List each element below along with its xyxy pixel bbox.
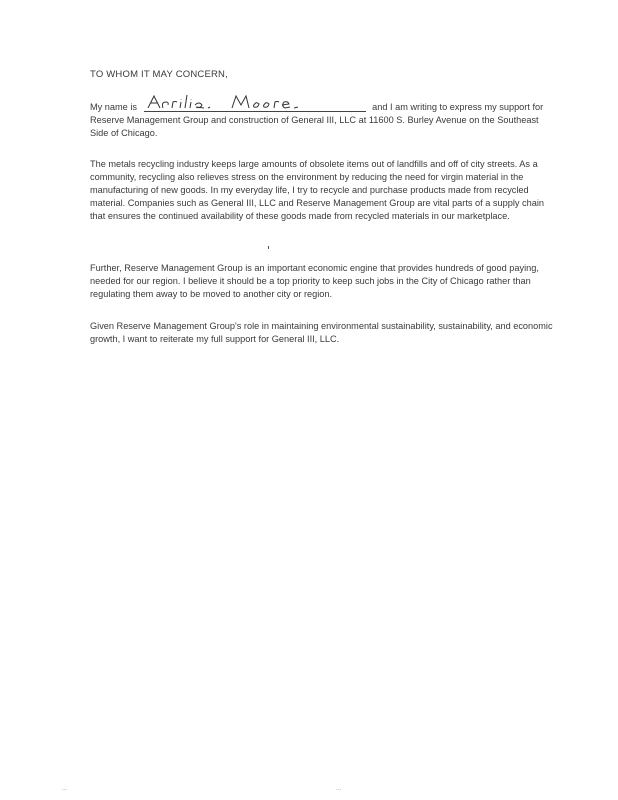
handwritten-name [144,93,366,111]
signature-line [144,99,366,112]
paragraph-intro [90,99,558,140]
footer-right: ... [336,786,342,792]
salutation: TO WHOM IT MAY CONCERN, [90,69,228,80]
intro-lead: My name is [90,102,137,112]
paragraph-economy: Further, Reserve Management Group is an important economic engine that provides hundreds of good paying, needed for our region. I believe it should be a top priority to keep such jobs in the City of Chicago rather than regulating them away to be moved to another city or region. [90,263,539,299]
intro-rest: and I am writing to express my support for Reserve Management Group and construction of General III, LLC at 11600 S. Burley Avenue on the Southeast Side of Chicago. [90,102,544,138]
paragraph-recycling: The metals recycling industry keeps large amounts of obsolete items out of landfills and off of city streets. As a community, recycling also relieves stress on the environment by reducing the need for virgin material in the manufacturing of new goods. In my everyday life, I try to recycle and purchase products made from recycled material. Companies such as General III, LLC and Reserve Management Group are vital parts of a supply chain that ensures the continued availability of these goods made from recycled materials in our marketplace. [90,159,544,221]
footer-left: ... [62,786,68,792]
paragraph-closing: Given Reserve Management Group's role in maintaining environmental sustainability, sustainability, and economic growth, I want to reiterate my full support for General III, LLC. [90,321,553,344]
stray-mark [268,246,269,249]
